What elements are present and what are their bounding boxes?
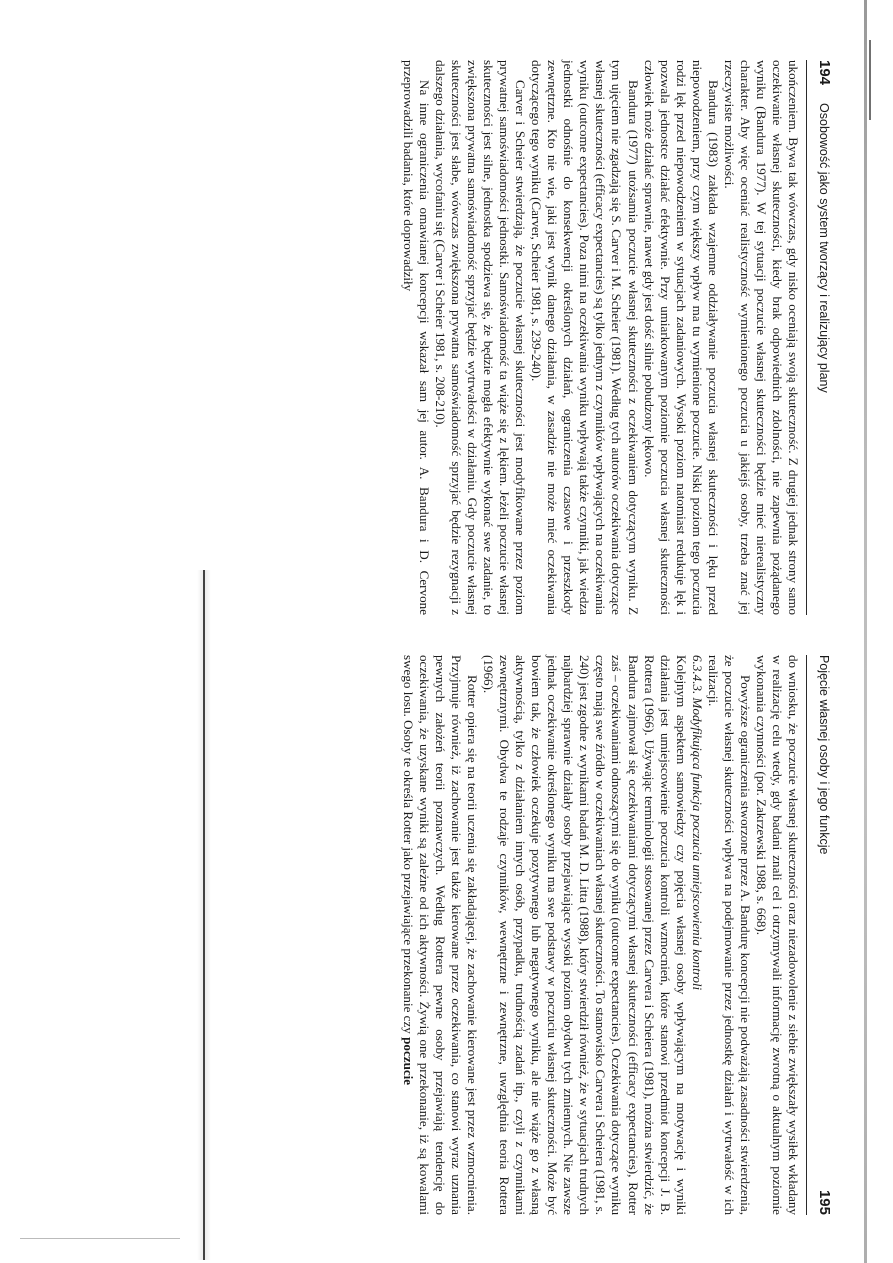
section-heading: 6.3.4.3. Modyfikująca funkcja poczucia umiejscowienia kontroli <box>689 655 705 991</box>
left-paragraph-2: Bandura (1983) zakłada wzajemne oddziaływanie poczucia własnej skuteczności i lęku przed niepowodzeniem, przy czym większy wpływ ma tu wymienione poczucie. Niski poziom tego poczucia rodzi lęk przed niepowodzeniem w sytuacjach zadaniowych. Wysoki poziom natomiast redukuje lęk i pozwala jednostce działać efektywnie. Przy umiarkowanym poziomie poczucia własnej skuteczności człowiek może działać sprawnie, nawet gdy jest dość silnie pobudzony lękowo. <box>641 60 721 615</box>
left-page <box>0 60 893 615</box>
right-page-number: 195 <box>816 1189 833 1215</box>
right-paragraph-4-text: Rotter opiera się na teorii uczenia się zakładającej, że zachowanie kierowane jest przez wzmocnienia. Przyjmuje również, iż zachowanie jest także kierowane przez oczekiwania, co stanowi wyraz uznania pewnych założeń teorii poznawczych. Według Rottera pewne osoby przejawiają tendencję do oczekiwania, że uzyskane wyniki są zależne od ich aktywności. Żywią one przekonanie, iż są kowalami swego losu. Osoby te określa Rotter jako przejawiające przekonanie czy <box>400 655 481 1215</box>
right-running-head <box>806 655 833 1215</box>
right-paragraph-4-bold-end: poczucie <box>400 1037 416 1086</box>
left-paragraph-3: Bandura (1977) utożsamia poczucie własnej skuteczności z oczekiwaniem dotyczącym wyniku. Z tym ujęciem nie zgadzają się S. Carver i M. Scheier (1981). Według tych autorów oczekiwania dotyczące własnej skuteczności (efficacy expectancies) są tylko jednym z czynników wpływających na oczekiwania wyniku (outcome expectancies). Poza nimi na oczekiwania wyniku wpływają także czynniki, jak wiedza jednostki odnośnie do konsekwencji określonych działań, ograniczenia czasowe i przeszkody zewnętrzne. Kto nie wie, jaki jest wynik danego działania, w zasadzie nie może mieć oczekiwania dotyczącego tego wyniku (Carver, Scheier 1981, s. 239-240). <box>529 60 641 615</box>
right-running-title: Pojęcie własnej osoby i jego funkcje <box>817 655 831 855</box>
left-paragraph-4: Carver i Scheier stwierdzają, że poczucie własnej skuteczności jest modyfikowane przez poziom prywatnej samoświadomości jednostki. Samoświadomość ta wiąże się z lękiem. Jeżeli poczucie własnej skuteczności jest silne, jednostka spodziewa się, że będzie mogła efektywnie wykonać swe zadanie, to zwiększona prywatna samoświadomość sprzyjać będzie wytrwałości w działaniu. Gdy poczucie własnej skuteczności jest słabe, wówczas zwiększona prywatna samoświadomość sprzyjać będzie rezygnacji z dalszego działania, wycofaniu się (Carver i Scheier 1981, s. 208-210). <box>432 60 529 615</box>
right-paragraph-1: do wniosku, że poczucie własnej skuteczności oraz niezadowolenie z siebie zwiększały wysiłek wkładany w realizację celu wtedy, gdy badani znali cel i otrzymywali informację zwrotną o aktualnym poziomie wykonania czynności (por. Zakrzewski 1988, s. 668). <box>753 655 801 1215</box>
right-paragraph-2: Powyższe ograniczenia stworzone przez A. Bandurę koncepcji nie podważają zasadności stwierdzenia, że poczucie własnej skuteczności wpływa na podejmowanie przez jednostkę działań i wytrwałość w ich realizacji. <box>705 655 753 1215</box>
left-paragraph-5: Na inne ograniczenia omawianej koncepcji wskazał sam jej autor. A. Bandura i D. Cervone przeprowadzili badania, które doprowadziły <box>400 60 432 615</box>
left-page-number: 194 <box>816 60 833 86</box>
right-body-text <box>400 655 801 1215</box>
right-page <box>0 655 893 1215</box>
left-paragraph-1: ukończeniem. Bywa tak wówczas, gdy nisko oceniają swoją skuteczność. Z drugiej jednak strony samo oczekiwanie własnej skuteczności, kiedy brak odpowiednich zdolności, nie zapewnia pożądanego wyniku (Bandura 1977). W tej sytuacji poczucie własnej skuteczności będzie mieć nierealistyczny charakter. Aby więc oceniać realistyczność wymienionego poczucia u jakiejś osoby, trzeba znać jej rzeczywiste możliwości. <box>721 60 801 615</box>
left-body-text <box>400 60 801 615</box>
right-paragraph-4 <box>400 655 480 1215</box>
right-paragraph-3: Kolejnym aspektem samowiedzy czy pojęcia własnej osoby wpływającym na motywację i wyniki działania jest umiejscowienie poczucia kontroli wzmocnień, które stanowi przedmiot koncepcji J. B. Rottera (1966). Używając terminologii stosowanej przez Carvera i Scheiera (1981), można stwierdzić, że Bandura zajmował się oczekiwaniami dotyczącymi własnej skuteczności (efficacy expectancies), Rotter zaś – oczekiwaniami odnoszącymi się do wyniku (outcome expectancies). Oczekiwania dotyczące wyniku często mają swe źródło w oczekiwaniach własnej skuteczności. To stanowisko Carvera i Scheiera (1981, s. 240) jest zgodne z wynikami badań M. D. Litta (1988), który stwierdził również, że w sytuacjach trudnych najbardziej sprawnie działały osoby przejawiające wysoki poziom obydwu tych zmiennych. Nie zawsze jednak oczekiwanie określonego wyniku ma swe podstawy w poczuciu własnej skuteczności. Może być bowiem tak, że człowiek oczekuje pozytywnego lub negatywnego wyniku, ale nie wiąże go z własną aktywnością, tylko z działaniem innych osób, przypadku, trudnością zadań itp., czyli z czynnikami zewnętrznymi. Obydwa te rodzaje czynników, wewnętrzne i zewnętrzne, uwzględnia teoria Rottera (1966). <box>481 655 689 1215</box>
left-running-title: Osobowość jako system tworzący i realizujący plany <box>817 103 831 393</box>
left-running-head <box>806 60 833 615</box>
